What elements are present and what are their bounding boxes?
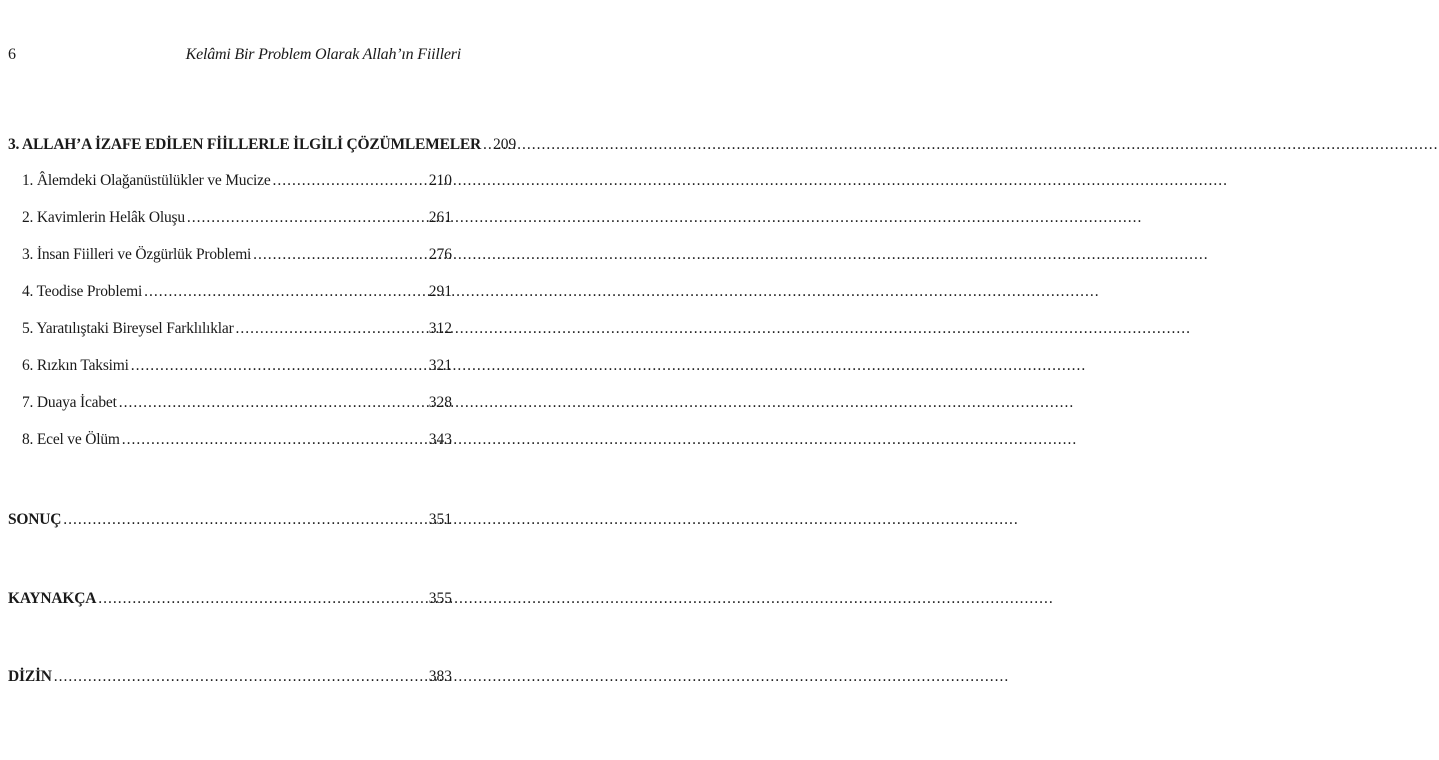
toc-entry-label: 4. Teodise Problemi — [22, 283, 143, 300]
toc-leader-dots — [131, 357, 427, 375]
toc-page-number: 343 — [428, 431, 452, 448]
toc-dizin[interactable] — [8, 668, 452, 686]
toc-leader-dots — [98, 590, 426, 608]
toc-leader-dots — [483, 136, 491, 154]
toc-entry-label: 6. Rızkın Taksimi — [22, 357, 129, 374]
toc-leader-dots — [187, 209, 427, 227]
toc-page-number: 351 — [428, 511, 452, 528]
toc-page-number: 383 — [428, 668, 452, 685]
toc-page-number: 210 — [428, 172, 452, 189]
toc-page-number: 276 — [428, 246, 452, 263]
toc-sonuc[interactable] — [8, 511, 452, 529]
toc-leader-dots — [54, 668, 427, 686]
page-number: 6 — [8, 46, 16, 63]
toc-leader-dots — [253, 246, 427, 264]
toc-section-2[interactable] — [22, 209, 452, 227]
toc-kaynakca[interactable] — [8, 590, 452, 608]
toc-page-number: 355 — [428, 590, 452, 607]
toc-leader-dots — [144, 283, 427, 301]
toc-section-3[interactable] — [22, 246, 452, 264]
toc-entry-label: 7. Duaya İcabet — [22, 394, 117, 411]
toc-entry-label: SONUÇ — [8, 511, 62, 528]
toc-chapter-3[interactable] — [8, 136, 517, 154]
toc-entry-label: KAYNAKÇA — [8, 590, 97, 607]
toc-page-number: 312 — [428, 320, 452, 337]
toc-entry-label: 5. Yaratılıştaki Bireysel Farklılıklar — [22, 320, 234, 337]
toc-section-4[interactable] — [22, 283, 452, 301]
toc-page-number: 321 — [428, 357, 452, 374]
toc-leader-dots — [236, 320, 427, 338]
toc-leader-dots — [119, 394, 427, 412]
toc-page-number: 291 — [428, 283, 452, 300]
toc-section-8[interactable] — [22, 431, 452, 449]
toc-entry-label: 8. Ecel ve Ölüm — [22, 431, 120, 448]
toc-page-number: 209 — [493, 136, 517, 153]
running-title: Kelâmi Bir Problem Olarak Allah’ın Fiilleri — [185, 46, 461, 63]
toc-leader-dots — [273, 172, 427, 190]
toc-entry-label: DİZİN — [8, 668, 52, 685]
toc-leader-dots — [122, 431, 427, 449]
page-header — [8, 46, 461, 66]
toc-section-1[interactable] — [22, 172, 452, 190]
toc-page-number: 261 — [428, 209, 452, 226]
toc-page-number: 328 — [428, 394, 452, 411]
toc-entry-label: 1. Âlemdeki Olağanüstülükler ve Mucize — [22, 172, 271, 189]
toc-entry-label: 3. ALLAH’A İZAFE EDİLEN FİİLLERLE İLGİLİ ÇÖZÜMLEMELER — [8, 136, 482, 153]
toc-entry-label: 3. İnsan Fiilleri ve Özgürlük Problemi — [22, 246, 252, 263]
toc-section-7[interactable] — [22, 394, 452, 412]
toc-leader-dots — [63, 511, 426, 529]
toc-section-5[interactable] — [22, 320, 452, 338]
toc-entry-label: 2. Kavimlerin Helâk Oluşu — [22, 209, 185, 226]
toc-section-6[interactable] — [22, 357, 452, 375]
